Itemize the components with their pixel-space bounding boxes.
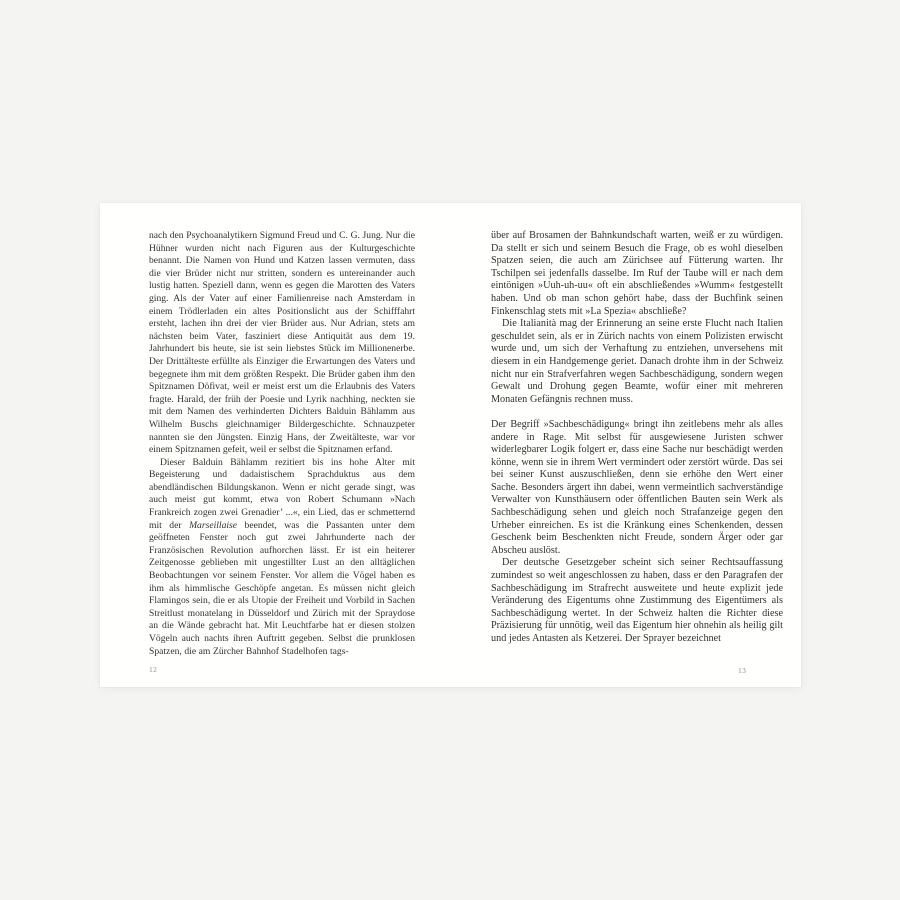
page-number-right: 13 — [738, 666, 747, 675]
book-spread — [100, 203, 801, 687]
paragraph — [491, 419, 783, 558]
text-run: nach den Psychoanalytikern Sigmund Freud und C. G. Jung. Nur die Hühner wurden nicht nach Figuren aus der Kulturgeschichte benannt. Die Namen von Hund und Katzen lassen vermuten, dass die vier Brüder nicht nur stritten, sondern es untereinander auch lustig hatten. Speziell dann, wenn es gegen die Marotten des Vaters ging. Als der Vater auf einer Familienreise nach Amsterdam in einem Trödlerladen ein altes Positionslicht aus der Schifffahrt ersteht, lachen ihn drei der vier Brüder aus. Nur Adrian, stets am nächsten beim Vater, fasziniert diese Antiquität aus dem 19. Jahrhundert bis heute, sie ist sein liebstes Stück im Millionenerbe. Der Drittälteste erfüllte als Einziger die Erwartungen des Vaters und begegnete ihm mit dem größten Respekt. Die Brüder gaben ihm den Spitznamen Döfivat, weil er meist erst um die Erlaubnis des Vaters fragte. Harald, der früh der Poesie und Lyrik nachhing, neckten sie mit dem Namen des verhinderten Dichters Balduin Bählamm aus Wilhelm Buschs gleichnamiger Bildergeschichte. Schnauzpeter nannten sie den Jüngsten. Einzig Hans, der Zweitälteste, war vor einem Spitznamen gefeit, weil er selbst die Spitznamen erfand. — [149, 230, 415, 456]
text-run: Der Begriff »Sachbeschädigung« bringt ihn zeitlebens mehr als alles andere in Rage. Mit selbst für ausgewiesene Juristen schwer widerlegbarer Logik folgert er, dass eine Sache nur beschädigt werden könne, wenn sie in ihrem Wert vermindert oder zerstört würde. Das sei bei seiner Kunst auszuschließen, denn sie erhöhe den Wert einer Sache. Besonders ärgert ihn dabei, wenn vermeintlich sachverständige Verwalter von Kunsthäusern oder öffentlichen Bauten sein Werk als Sachbeschädigung sehen und gleich noch Strafanzeige gegen den Urheber einreichen. Es ist die Kränkung eines Schenkenden, dessen Geschenk beim Beschenkten nicht Freude, sondern Ärger oder gar Abscheu auslöst. — [491, 418, 783, 556]
text-run: beendet, was die Passanten unter dem geöffneten Fenster noch gut zwei Jahrhunderte nach der Französischen Revolution aufhorchen lässt. Er ist ein heiterer Zeitgenosse geblieben mit ungestillter Lust an den alltäglichen Beobachtungen vor seinem Fenster. Vor allem die Vögel haben es ihm als himmlische Geschöpfe angetan. Es müssen nicht gleich Flamingos sein, die er als Utopie der Freiheit und Vorbild in Sachen Streitlust monatelang in Düsseldorf und Zürich mit der Spraydose an die Wände gebracht hat. Mit Leuchtfarbe hat er diesen stolzen Vögeln auch nachts ihren Auftritt gegeben. Selbst die prunklosen Spatzen, die am Zürcher Bahnhof Stadelhofen tags- — [149, 519, 415, 657]
page-number-left: 12 — [149, 665, 158, 674]
text-run: Der deutsche Gesetzgeber scheint sich seiner Rechtsauffassung zumindest so weit angeschlossen zu haben, dass er den Paragrafen der Sachbeschädigung im Strafrecht ausweitete und heute explizit jede Veränderung des Eigentums ohne Zustimmung des Eigentümers als Sachbeschädigung wertet. In der Schweiz halten die Richter diese Präzisierung für unnötig, weil das Eigentum hier ohnehin als heilig gilt und jedes Antasten als Ketzerei. Der Sprayer bezeichnet — [491, 557, 783, 644]
paragraph — [491, 318, 783, 406]
italic-text-run: Marseillaise — [189, 519, 238, 531]
paragraph — [149, 230, 415, 457]
text-run: Dieser Balduin Bählamm rezitiert bis ins hohe Alter mit Begeisterung und dadaistischem Sprachduktus aus dem abendländischen Bildungskanon. Wenn er nicht gerade singt, was auch meist gut kommt, etwa von Robert Schumann »Nach Frankreich zogen zwei Grenadier’ ...«, ein Lied, das er schmetternd mit der — [149, 456, 415, 531]
paragraph — [491, 230, 783, 318]
text-run: über auf Brosamen der Bahnkundschaft warten, weiß er zu würdigen. Da stellt er sich und seinem Besuch die Frage, ob es wohl dieselben Spatzen seien, die auch am Zürichsee auf Fütterung warten. Ihr Tschilpen sei jedenfalls dasselbe. Im Ruf der Taube will er nach dem eintönigen »Uuh-uh-uu« oft ein abschließendes »Wumm« festgestellt haben. Und ob man schon gehört habe, dass der Buchfink seinen Finkenschlag stets mit »La Spezia« abschließe? — [491, 230, 783, 317]
text-run: Die Italianità mag der Erinnerung an seine erste Flucht nach Italien geschuldet sein, als er in Zürich nachts von einem Polizisten erwischt wurde und, um sich der Verhaftung zu entziehen, unversehens mit diesem in ein Handgemenge geriet. Danach drohte ihm in der Schweiz nicht nur ein Strafverfahren wegen Sachbeschädigung, sondern wegen Gewalt und Drohung gegen Beamte, wofür einer mit mehreren Monaten Gefängnis rechnen muss. — [491, 318, 783, 405]
left-page-text-column — [149, 230, 415, 658]
paragraph — [491, 557, 783, 645]
paragraph — [149, 457, 415, 659]
right-page-text-column — [491, 230, 783, 646]
